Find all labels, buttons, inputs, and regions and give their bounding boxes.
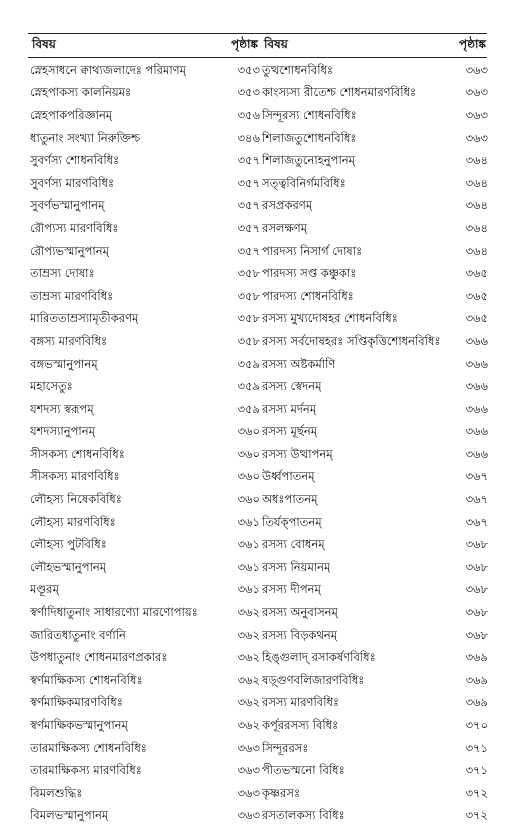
toc-entry (262, 783, 488, 806)
entry-page-number: ৩৬২ (237, 650, 260, 665)
entry-page-number: ৩৬৩ (465, 130, 488, 145)
toc-entry (30, 196, 260, 219)
entry-title: রসতালকস্য বিধিঃ (262, 808, 345, 823)
toc-entry (30, 399, 260, 422)
subject-heading: বিষয় (264, 37, 288, 51)
toc-entry (30, 128, 260, 151)
entry-page-number: ৩৬২ (237, 718, 260, 733)
entry-title: ষড়্গুণবলিজারণবিধিঃ (262, 672, 365, 687)
entry-title: সুবর্ণস্য শোধনবিধিঃ (30, 153, 120, 168)
entry-title: পারদস্য সপ্ত কঞ্চুকাঃ (262, 266, 357, 281)
entry-title: রসস্য বিড়কথনম্ (262, 627, 338, 642)
entry-title: তারমাক্ষিকস্য শোধনবিধিঃ (30, 740, 147, 755)
toc-entry (30, 286, 260, 309)
entry-title: বঙ্গস্য মারণবিধিঃ (30, 333, 108, 348)
toc-entry (30, 376, 260, 399)
entry-title: লৌহস্য নিষেকবিধিঃ (30, 492, 122, 507)
entry-page-number: ৩৬০ (237, 446, 260, 461)
right-column-header (262, 36, 488, 56)
entry-title: রসস্য সর্বদোষহরঃ সপ্তিকৃত্তিশোধনবিধিঃ (262, 333, 441, 348)
entry-title: স্নেহসাধনে ক্বাথ্যজলাদেঃ পরিমাণম্ (30, 62, 187, 77)
toc-entry (30, 241, 260, 264)
entry-title: সুবর্ণভস্মানুপানম্ (30, 198, 105, 213)
entry-page-number: ৩৬৪ (465, 198, 488, 213)
entry-page-number: ৩৫৮ (237, 288, 260, 303)
toc-entry (30, 760, 260, 783)
entry-page-number: ৩৬২ (237, 672, 260, 687)
toc-entry (262, 444, 488, 467)
toc-entry (262, 534, 488, 557)
toc-entry (262, 806, 488, 828)
toc-entry (262, 241, 488, 264)
entry-page-number: ৩৬৪ (465, 153, 488, 168)
entry-page-number: ৩৬৬ (465, 446, 488, 461)
entry-title: মহাসেতুঃ (30, 379, 73, 394)
entry-title: পারদস্য নিসার্গ দোষাঃ (262, 243, 363, 258)
entry-page-number: ৩৬৬ (465, 356, 488, 371)
entry-page-number: ৩৬০ (237, 424, 260, 439)
entry-title: রসস্য দীপনম্ (262, 582, 321, 597)
entry-page-number: ৩৬৯ (465, 695, 488, 710)
toc-entry (262, 489, 488, 512)
entry-title: পীতভস্মনো বিধিঃ (262, 763, 345, 778)
entry-page-number: ৩৬৫ (465, 288, 488, 303)
entry-title: রসস্য মুখ্যদোষহর শোধনবিধিঃ (262, 311, 398, 326)
toc-entry (262, 670, 488, 693)
toc-entry (30, 444, 260, 467)
entry-title: রসস্য বোধনম্ (262, 537, 325, 552)
entry-title: রৌপ্যভস্মানুপানম্ (30, 243, 110, 258)
toc-entry (262, 580, 488, 603)
entry-title: স্নেহপাকস্য কালনিয়মঃ (30, 85, 132, 100)
toc-entry (30, 60, 260, 83)
toc-entry (262, 376, 488, 399)
entry-title: সীসকস্য শোধনবিধিঃ (30, 446, 125, 461)
entry-title: কৃষ্ণরসঃ (262, 785, 301, 800)
entry-page-number: ৩৬০ (237, 492, 260, 507)
toc-entry (262, 196, 488, 219)
entry-title: তাম্রস্য দোষাঃ (30, 266, 95, 281)
entry-title: অধঃপাতনম্ (262, 492, 318, 507)
toc-entry (30, 512, 260, 535)
toc-entry (30, 557, 260, 580)
entry-page-number: ৩৬৮ (465, 627, 488, 642)
entry-page-number: ৩৬৩ (237, 763, 260, 778)
right-entry-list (262, 60, 488, 828)
toc-entry (30, 331, 260, 354)
toc-entry (262, 738, 488, 761)
entry-page-number: ৩৬০ (237, 469, 260, 484)
toc-entry (30, 534, 260, 557)
toc-entry (262, 331, 488, 354)
entry-title: স্বর্ণমাক্ষিকস্য শোধনবিধিঃ (30, 672, 143, 687)
entry-title: রসস্য অনুবাসনম্ (262, 605, 338, 620)
entry-page-number: ৩৫৮ (237, 266, 260, 281)
entry-title: রসস্য মারণবিধিঃ (262, 695, 340, 710)
entry-page-number: ৩৬৮ (465, 537, 488, 552)
entry-page-number: ৩৬৬ (465, 379, 488, 394)
left-column-header (30, 36, 260, 56)
entry-page-number: ৩৬৬ (465, 424, 488, 439)
entry-page-number: ৩৬৩ (237, 740, 260, 755)
page-heading: পৃষ্ঠাঙ্ক (459, 37, 486, 51)
entry-page-number: ৩৫৯ (237, 379, 260, 394)
right-column (262, 36, 488, 828)
toc-entry (262, 218, 488, 241)
entry-title: কর্পূররসস্য বিধিঃ (262, 718, 339, 733)
entry-page-number: ৩৫৮ (237, 311, 260, 326)
entry-page-number: ৩৭০ (465, 718, 488, 733)
toc-entry (30, 354, 260, 377)
entry-page-number: ৩৬৪ (465, 243, 488, 258)
toc-entry (262, 263, 488, 286)
toc-entry (262, 60, 488, 83)
entry-page-number: ৩৬৩ (465, 85, 488, 100)
entry-page-number: ৩৬৮ (465, 559, 488, 574)
entry-title: পারদস্য শোধনবিধিঃ (262, 288, 354, 303)
entry-page-number: ৩৭১ (465, 740, 488, 755)
entry-page-number: ৩৫৩ (237, 85, 260, 100)
toc-entry (30, 105, 260, 128)
toc-entry (262, 760, 488, 783)
entry-title: রসস্য স্বেদনম্ (262, 379, 322, 394)
entry-page-number: ৩৭২ (465, 785, 488, 800)
toc-entry (30, 263, 260, 286)
toc-entry (262, 512, 488, 535)
entry-title: লৌহস্য পুটবিধিঃ (30, 537, 107, 552)
entry-page-number: ৩৬২ (237, 695, 260, 710)
entry-title: লৌহস্য মারণবিধিঃ (30, 514, 116, 529)
toc-entry (262, 693, 488, 716)
entry-page-number: ৩৭১ (465, 763, 488, 778)
toc-entry (30, 489, 260, 512)
entry-title: রসস্য অষ্টকর্মাণি (262, 356, 336, 371)
entry-page-number: ৩৬১ (237, 537, 260, 552)
entry-title: ধাতুনাং সংখ্যা নিরুক্তিশ্চ (30, 130, 141, 145)
entry-title: কাংস্যস্য রীতেশ্চ শোধনমারণবিধিঃ (262, 85, 417, 100)
toc-entry (30, 693, 260, 716)
entry-page-number: ৩৬৮ (465, 582, 488, 597)
entry-title: তাম্রস্য মারণবিধিঃ (30, 288, 114, 303)
entry-title: রসস্য মর্দনম্ (262, 401, 317, 416)
subject-heading: বিষয় (32, 37, 56, 51)
entry-page-number: ৩৬১ (237, 514, 260, 529)
toc-entry (262, 105, 488, 128)
entry-title: রসস্য নিয়মানম্ (262, 559, 331, 574)
entry-page-number: ৩৬৬ (465, 333, 488, 348)
toc-entry (262, 399, 488, 422)
entry-title: জারিতধাতুনাং বর্ণানি (30, 627, 126, 642)
entry-title: স্বর্ণমাক্ষিকভস্মানুপানম্ (30, 718, 128, 733)
entry-title: মারিততাম্রস্যামৃতীকরণম্ (30, 311, 139, 326)
entry-page-number: ৩৬৭ (465, 492, 488, 507)
toc-entry (30, 670, 260, 693)
entry-page-number: ৩৬৫ (465, 266, 488, 281)
entry-title: রসলক্ষণম্ (262, 220, 308, 235)
entry-title: সত্ত্ববিনির্গমবিধিঃ (262, 175, 346, 190)
page-heading: পৃষ্ঠাঙ্ক (231, 37, 258, 51)
entry-page-number: ৩৭২ (465, 808, 488, 823)
toc-entry (30, 467, 260, 490)
entry-title: সুবর্ণস্য মারণবিধিঃ (30, 175, 115, 190)
entry-page-number: ৩৫৭ (237, 243, 260, 258)
toc-entry (262, 602, 488, 625)
entry-page-number: ৩৬৫ (465, 311, 488, 326)
entry-title: যশদস্য স্বরূপম্ (30, 401, 94, 416)
entry-page-number: ৩৬৯ (465, 672, 488, 687)
toc-entry (30, 309, 260, 332)
entry-title: শিলাজতুশোধনবিধিঃ (262, 130, 357, 145)
toc-entry (30, 173, 260, 196)
entry-title: স্বর্ণাদিধাতুনাং সাধারণ্যো মারণোপায়ঃ (30, 605, 198, 620)
toc-entry (262, 83, 488, 106)
entry-title: লৌহভস্মানুপানম্ (30, 559, 107, 574)
entry-title: বিমলশুদ্ধিঃ (30, 785, 83, 800)
entry-title: সিন্দূররসঃ (262, 740, 309, 755)
entry-page-number: ৩৪৬ (237, 130, 260, 145)
entry-page-number: ৩৬৭ (465, 469, 488, 484)
entry-title: যশদস্যানুপানম্ (30, 424, 95, 439)
entry-page-number: ৩৬৮ (465, 605, 488, 620)
toc-entry (262, 286, 488, 309)
toc-entry (30, 580, 260, 603)
entry-page-number: ৩৫৬ (237, 107, 260, 122)
entry-page-number: ৩৫৭ (237, 220, 260, 235)
entry-title: উর্ধ্বপাতনম্ (262, 469, 315, 484)
entry-page-number: ৩৬২ (237, 627, 260, 642)
entry-page-number: ৩৬৯ (465, 650, 488, 665)
toc-entry (30, 83, 260, 106)
toc-entry (262, 354, 488, 377)
entry-title: তির্যক্পাতনম্ (262, 514, 322, 529)
toc-entry (262, 150, 488, 173)
entry-title: রৌপ্যস্য মারণবিধিঃ (30, 220, 119, 235)
entry-page-number: ৩৫৩ (237, 62, 260, 77)
entry-page-number: ৩৬১ (237, 582, 260, 597)
top-rule (28, 33, 487, 34)
left-entry-list (30, 60, 260, 828)
entry-page-number: ৩৫৭ (237, 153, 260, 168)
toc-entry (30, 218, 260, 241)
toc-entry (30, 647, 260, 670)
toc-entry (30, 715, 260, 738)
toc-entry (262, 128, 488, 151)
toc-entry (262, 647, 488, 670)
entry-title: তুত্থশোধনবিধিঃ (262, 62, 334, 77)
toc-entry (262, 422, 488, 445)
toc-entry (30, 150, 260, 173)
entry-title: শিলাজতুনোহনুপানম্ (262, 153, 356, 168)
entry-page-number: ৩৬৪ (465, 175, 488, 190)
entry-title: বিমলভস্মানুপানম্ (30, 808, 109, 823)
entry-title: মণ্ডূরম্ (30, 582, 59, 597)
entry-page-number: ৩৬৩ (465, 62, 488, 77)
entry-page-number: ৩৫৯ (237, 356, 260, 371)
toc-entry (262, 557, 488, 580)
toc-entry (262, 309, 488, 332)
left-column (30, 36, 260, 828)
toc-entry (30, 422, 260, 445)
entry-page-number: ৩৬৩ (237, 785, 260, 800)
toc-entry (30, 625, 260, 648)
entry-title: রসস্য মূর্ছনম্ (262, 424, 318, 439)
entry-title: বঙ্গভস্মানুপানম্ (30, 356, 98, 371)
toc-entry (30, 783, 260, 806)
toc-entry (262, 625, 488, 648)
entry-page-number: ৩৬২ (237, 605, 260, 620)
entry-page-number: ৩৬১ (237, 559, 260, 574)
entry-title: স্বর্ণমাক্ষিকমারণবিধিঃ (30, 695, 123, 710)
toc-entry (262, 173, 488, 196)
entry-page-number: ৩৬৪ (465, 220, 488, 235)
entry-page-number: ৩৫৮ (237, 333, 260, 348)
toc-entry (30, 806, 260, 828)
entry-title: সিন্দূরস্য শোধনবিধিঃ (262, 107, 357, 122)
entry-title: হিঙ্গুলাদ্ রসাকর্ষণবিধিঃ (262, 650, 376, 665)
entry-title: উপধাতুনাং শোধনমারণপ্রকারঃ (30, 650, 168, 665)
entry-title: রসপ্রকরণম্ (262, 198, 313, 213)
entry-page-number: ৩৬৭ (465, 514, 488, 529)
entry-title: স্নেহপাকপরিজ্ঞানম্ (30, 107, 113, 122)
entry-page-number: ৩৬৬ (465, 401, 488, 416)
entry-page-number: ৩৫৭ (237, 198, 260, 213)
entry-title: তারমাক্ষিকস্য মারণবিধিঃ (30, 763, 142, 778)
entry-page-number: ৩৬৩ (237, 808, 260, 823)
entry-page-number: ৩৫৯ (237, 401, 260, 416)
toc-entry (262, 715, 488, 738)
entry-title: সীসকস্য মারণবিধিঃ (30, 469, 120, 484)
entry-page-number: ৩৫৭ (237, 175, 260, 190)
toc-entry (30, 602, 260, 625)
entry-page-number: ৩৬৩ (465, 107, 488, 122)
toc-entry (30, 738, 260, 761)
toc-entry (262, 467, 488, 490)
entry-title: রসস্য উত্থাপনম্ (262, 446, 333, 461)
